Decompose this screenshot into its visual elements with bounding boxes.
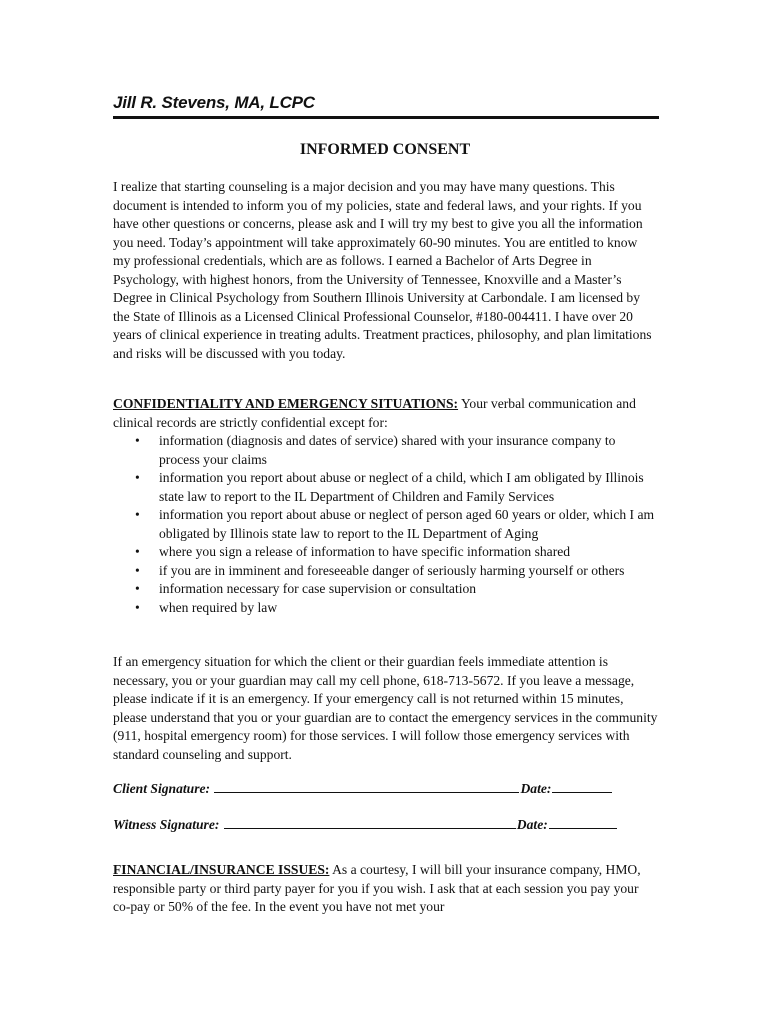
document-title — [0, 141, 770, 159]
confidentiality-heading: CONFIDENTIALITY AND EMERGENCY SITUATIONS: — [113, 396, 459, 411]
list-item — [113, 562, 658, 581]
bullet-icon: • — [135, 470, 140, 485]
list-item-text: when required by law — [159, 599, 278, 615]
list-item — [113, 506, 658, 543]
bullet-icon: • — [135, 433, 140, 448]
client-date-field[interactable] — [552, 779, 612, 793]
list-item-text: information you report about abuse or neglect of person aged 60 years or older, which I am obligated by Illinois state law to report to the IL Department of Aging — [159, 507, 655, 541]
list-item-text: if you are in imminent and foreseeable danger of seriously harming yourself or others — [159, 562, 625, 578]
confidentiality-section — [113, 395, 658, 617]
author-header: Jill R. Stevens, MA, LCPC — [113, 93, 315, 112]
document-title-text: INFORMED CONSENT — [299, 141, 471, 158]
financial-section — [113, 861, 658, 917]
list-item-text: information necessary for case supervision or consultation — [159, 581, 477, 596]
client-signature-line — [113, 779, 613, 797]
confidentiality-lead — [113, 395, 658, 432]
list-item-text: information you report about abuse or neglect of a child, which I am obligated by Illinois state law to report to the IL Department of Children and Family Services — [159, 470, 644, 504]
list-item — [113, 580, 658, 599]
list-item-text: information (diagnosis and dates of service) shared with your insurance company to process your claims — [159, 433, 616, 467]
bullet-icon: • — [135, 544, 140, 559]
client-signature-label: Client Signature: — [113, 781, 211, 796]
financial-heading: FINANCIAL/INSURANCE ISSUES: — [113, 862, 330, 877]
witness-signature-field[interactable] — [224, 815, 516, 829]
bullet-icon: • — [135, 507, 140, 522]
list-item — [113, 599, 658, 618]
bullet-icon: • — [135, 562, 140, 578]
witness-signature-label: Witness Signature: — [113, 817, 220, 832]
list-item — [113, 543, 658, 562]
intro-paragraph: I realize that starting counseling is a major decision and you may have many questions. This document is intended to inform you of my policies, state and federal laws, and your rights. If you have other questions or concerns, please ask and I will try my best to give you all the information you need. Today’s appointment will take approximately 60-90 minutes. You are entitled to know my professional credentials, which are as follows. I earned a Bachelor of Arts Degree in Psychology, with highest honors, from the University of Tennessee, Knoxville and a Master’s Degree in Clinical Psychology from Southern Illinois University at Carbondale. I am licensed by the State of Illinois as a Licensed Clinical Professional Counselor, #180-004411. I have over 20 years of clinical experience in treating adults. Treatment practices, philosophy, and plan limitations and risks will be discussed with you today. — [113, 179, 652, 361]
financial-text: As a courtesy, I will bill your insurance company, HMO, responsible party or third party payer for you if you wish. I ask that at each session you pay your co-pay or 50% of the fee. In the event you have not met your — [113, 862, 641, 914]
confidentiality-exceptions-list — [113, 432, 658, 617]
header-rule — [113, 116, 659, 119]
bullet-icon: • — [135, 599, 140, 615]
bullet-icon: • — [135, 581, 140, 596]
witness-date-label: Date: — [516, 817, 548, 832]
emergency-paragraph: If an emergency situation for which the client or their guardian feels immediate attention is necessary, you or your guardian may call my cell phone, 618-713-5672. If you leave a message, please indicate if it is an emergency. If your emergency call is not returned within 15 minutes, please understand that you or your guardian are to contact the emergency services in the community (911, hospital emergency room) for those services. I will follow those emergency services with standard counseling and support. — [113, 654, 658, 762]
confidentiality-lead-text: Your verbal communication and clinical records are strictly confidential except for: — [113, 396, 636, 430]
client-signature-field[interactable] — [214, 779, 519, 793]
list-item — [113, 469, 658, 506]
list-item — [113, 432, 658, 469]
witness-date-field[interactable] — [549, 815, 617, 829]
witness-signature-line — [113, 815, 618, 833]
client-date-label: Date: — [520, 781, 552, 796]
list-item-text: where you sign a release of information to have specific information shared — [159, 544, 571, 559]
